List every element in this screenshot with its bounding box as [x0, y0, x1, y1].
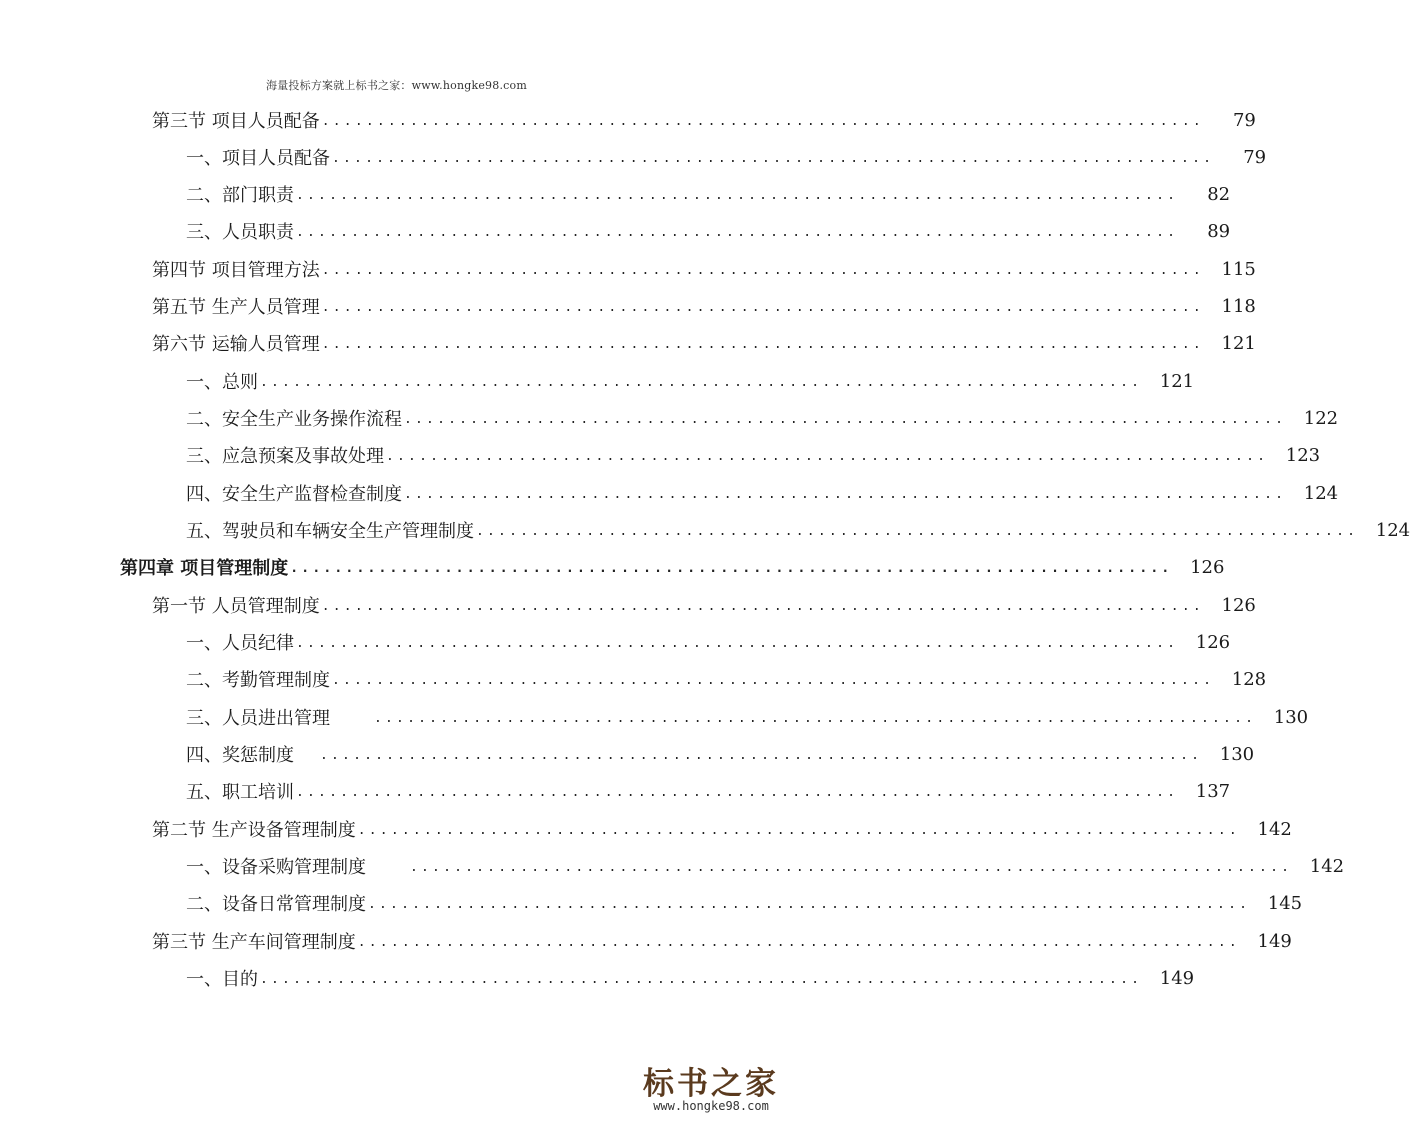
toc-entry-page: 121: [1221, 332, 1256, 354]
toc-entry[interactable]: [186, 478, 1339, 508]
toc-entry[interactable]: [186, 216, 1231, 246]
toc-entry[interactable]: [186, 366, 1195, 396]
toc-leader: ................................................................................: [386, 449, 1269, 464]
toc-entry[interactable]: [186, 664, 1267, 694]
toc-entry[interactable]: [186, 888, 1303, 918]
toc-leader: ................................................................................: [374, 711, 1257, 726]
toc-entry[interactable]: [152, 814, 1292, 844]
toc-entry-label: 二、部门职责: [186, 185, 294, 206]
toc-leader: ................................................................................: [296, 636, 1179, 651]
toc-chapter-entry[interactable]: [120, 552, 1225, 582]
toc-entry-label: 五、职工培训: [186, 782, 294, 803]
logo-mark: 标书之家: [643, 1066, 779, 1102]
page-header: 海量投标方案就上标书之家：www.hongke98.com: [266, 79, 527, 92]
toc-entry-page: 142: [1309, 855, 1345, 877]
toc-entry-page: 137: [1195, 780, 1231, 802]
toc-entry-label: 三、人员进出管理: [186, 708, 330, 729]
toc-entry-label: 三、人员职责: [186, 222, 294, 243]
toc-entry-page: 118: [1221, 295, 1256, 317]
toc-entry-page: 142: [1257, 818, 1292, 840]
toc-entry-page: 79: [1232, 109, 1256, 131]
toc-entry-page: 149: [1159, 967, 1195, 989]
toc-entry-label: 一、设备采购管理制度: [186, 857, 366, 878]
toc-entry-label: 二、考勤管理制度: [186, 670, 330, 691]
toc-entry-label: 二、安全生产业务操作流程: [186, 409, 402, 430]
toc-entry[interactable]: [186, 963, 1195, 993]
toc-entry-page: 126: [1195, 631, 1231, 653]
toc-leader: ................................................................................: [260, 972, 1143, 987]
toc-leader: ................................................................................: [357, 823, 1240, 838]
toc-leader: ................................................................................: [321, 300, 1204, 315]
toc-leader: ................................................................................: [332, 673, 1215, 688]
toc-entry[interactable]: [152, 254, 1256, 284]
toc-entry-label: 一、项目人员配备: [186, 148, 330, 169]
toc-entry-label: 第四章 项目管理制度: [120, 558, 289, 579]
toc-entry-page: 122: [1303, 407, 1339, 429]
toc-entry-page: 126: [1190, 556, 1225, 578]
toc-entry-page: 121: [1159, 370, 1195, 392]
logo-url: www.hongke98.com: [653, 1099, 769, 1113]
toc-leader: ................................................................................: [404, 412, 1287, 427]
toc-leader: ................................................................................: [404, 487, 1287, 502]
toc-entry[interactable]: [152, 105, 1256, 135]
toc-leader: ................................................................................: [296, 785, 1179, 800]
toc-entry-page: 124: [1375, 519, 1410, 541]
toc-entry-page: 128: [1231, 668, 1267, 690]
toc-entry-label: 二、设备日常管理制度: [186, 894, 366, 915]
toc-entry-page: 82: [1207, 183, 1231, 205]
toc-entry-label: 一、总则: [186, 372, 258, 393]
toc-leader: ................................................................................: [296, 225, 1179, 240]
toc-leader: ................................................................................: [357, 935, 1240, 950]
toc-entry-page: 149: [1257, 930, 1292, 952]
toc-entry[interactable]: [152, 926, 1292, 956]
toc-entry-page: 130: [1273, 706, 1309, 728]
toc-entry-label: 一、目的: [186, 969, 258, 990]
toc-leader: ................................................................................: [332, 151, 1215, 166]
toc-entry-label: 第六节 运输人员管理: [152, 334, 320, 355]
toc-leader: ................................................................................: [321, 263, 1204, 278]
toc-leader: ................................................................................: [410, 860, 1293, 875]
toc-entry-page: 123: [1285, 444, 1321, 466]
toc-entry-label: 第三节 生产车间管理制度: [152, 932, 356, 953]
toc-entry[interactable]: [186, 702, 1309, 732]
toc-entry-label: 四、安全生产监督检查制度: [186, 484, 402, 505]
toc-entry[interactable]: [152, 590, 1256, 620]
toc-entry[interactable]: [152, 291, 1256, 321]
toc-entry[interactable]: [186, 403, 1339, 433]
toc-entry-page: 126: [1221, 594, 1256, 616]
toc-leader: ................................................................................: [260, 375, 1143, 390]
toc-entry-page: 145: [1267, 892, 1303, 914]
toc-entry[interactable]: [186, 627, 1231, 657]
toc-entry-label: 第一节 人员管理制度: [152, 596, 320, 617]
toc-leader: ................................................................................: [321, 599, 1204, 614]
toc-entry-page: 79: [1243, 146, 1267, 168]
site-logo[interactable]: [636, 1058, 786, 1118]
toc-entry[interactable]: [186, 515, 1410, 545]
toc-entry[interactable]: [186, 440, 1321, 470]
toc-entry[interactable]: [152, 328, 1256, 358]
toc-entry-page: 89: [1207, 220, 1231, 242]
toc-leader: ................................................................................: [476, 524, 1359, 539]
toc-entry-label: 四、奖惩制度: [186, 745, 294, 766]
toc-entry-label: 五、驾驶员和车辆安全生产管理制度: [186, 521, 474, 542]
toc-entry-label: 第二节 生产设备管理制度: [152, 820, 356, 841]
toc-entry-label: 一、人员纪律: [186, 633, 294, 654]
toc-leader: ................................................................................: [320, 748, 1203, 763]
toc-entry[interactable]: [186, 851, 1345, 881]
toc-entry-page: 115: [1221, 258, 1256, 280]
toc-leader: ................................................................................: [321, 114, 1204, 129]
toc-entry[interactable]: [186, 776, 1231, 806]
toc-entry[interactable]: [186, 179, 1231, 209]
toc-entry-label: 第四节 项目管理方法: [152, 260, 320, 281]
toc-entry-page: 124: [1303, 482, 1339, 504]
toc-entry-label: 第五节 生产人员管理: [152, 297, 320, 318]
toc-leader: ................................................................................: [296, 188, 1179, 203]
toc-entry-label: 第三节 项目人员配备: [152, 111, 320, 132]
toc-entry[interactable]: [186, 739, 1255, 769]
toc-entry-page: 130: [1219, 743, 1255, 765]
toc-leader: ................................................................................: [290, 561, 1173, 576]
toc-leader: ................................................................................: [368, 897, 1251, 912]
toc-leader: ................................................................................: [321, 337, 1204, 352]
toc-entry-label: 三、应急预案及事故处理: [186, 446, 384, 467]
toc-entry[interactable]: [186, 142, 1267, 172]
